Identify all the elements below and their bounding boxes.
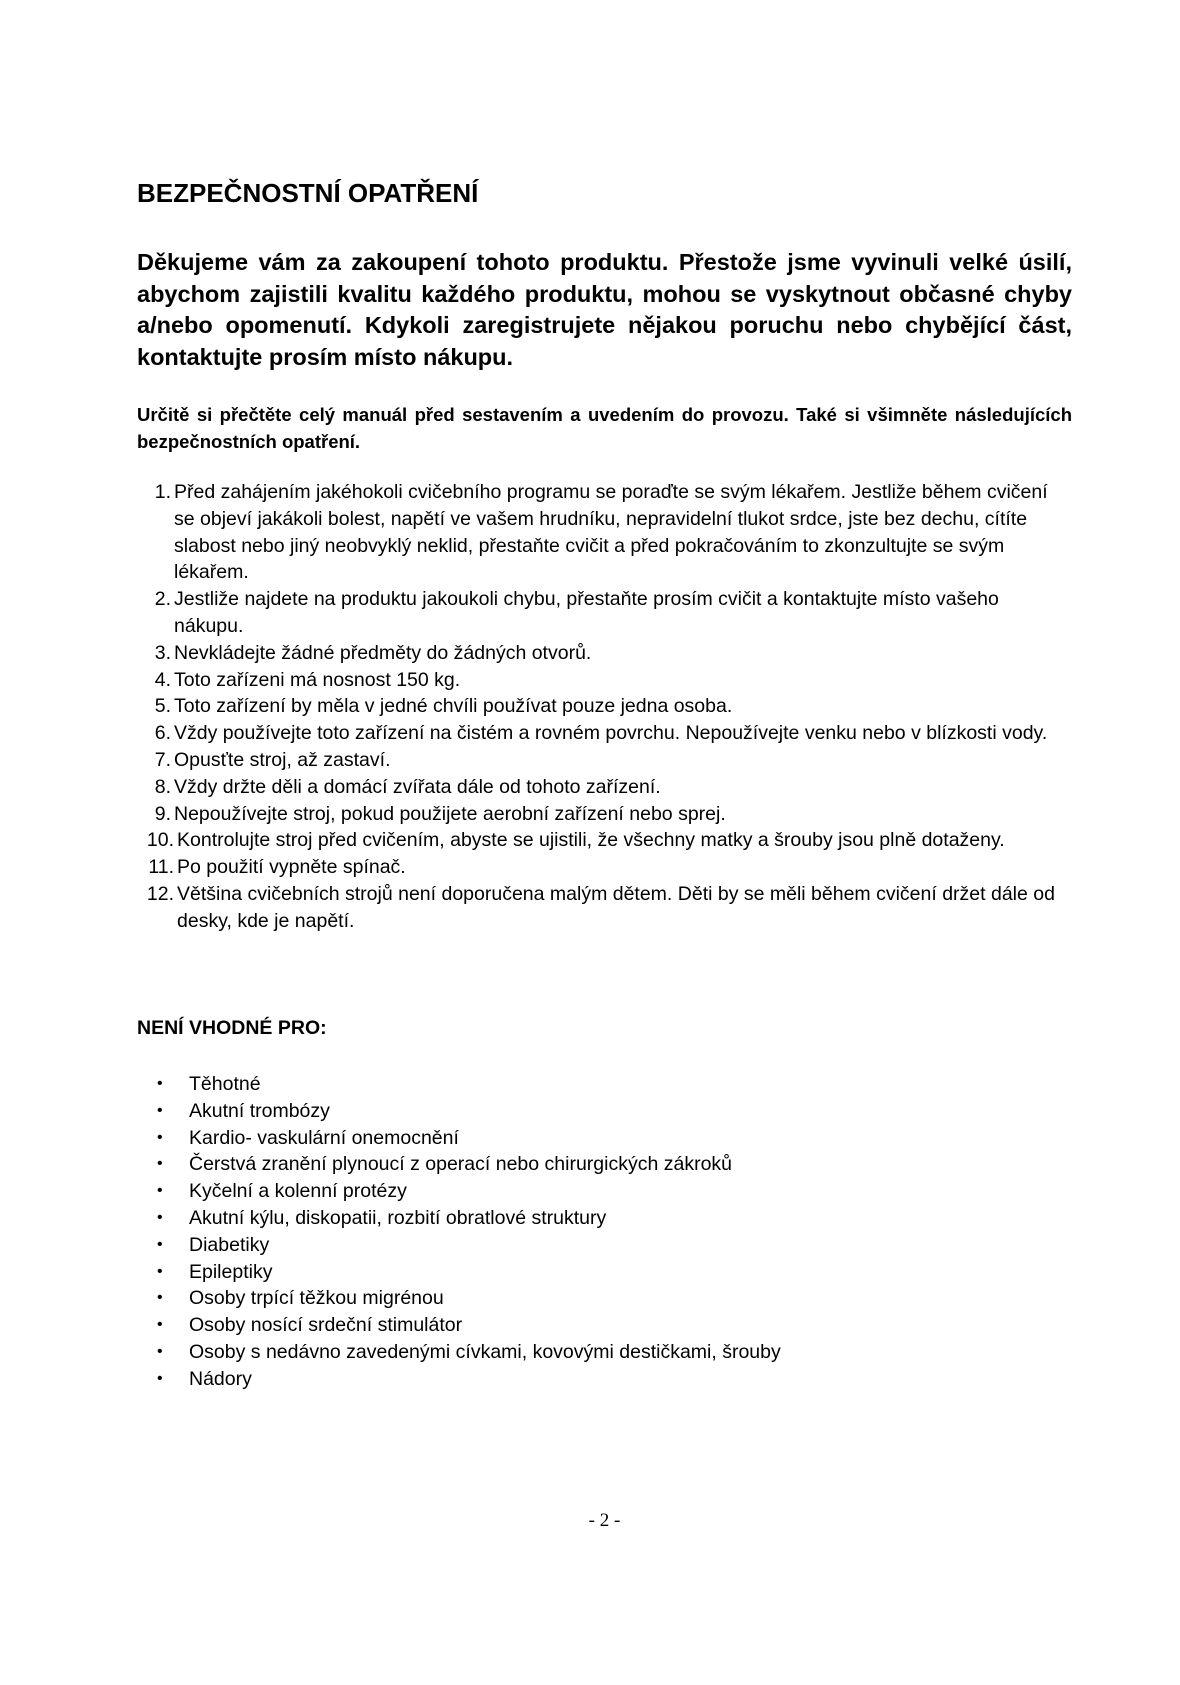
- list-item: [137, 1312, 1072, 1339]
- item-number: 5.: [154, 695, 171, 718]
- item-number: 7.: [154, 748, 171, 771]
- page-title: BEZPEČNOSTNÍ OPATŘENÍ: [137, 178, 479, 208]
- item-text: Po použití vypněte spínač.: [177, 856, 406, 879]
- item-text: Epileptiky: [189, 1260, 273, 1283]
- notice-paragraph: Určitě si přečtěte celý manuál před sestavením a uvedením do provozu. Také si všimněte následujících bezpečnostních opatření.: [137, 404, 1072, 452]
- item-text: Nádory: [189, 1367, 252, 1390]
- item-number: 8.: [154, 775, 171, 798]
- list-item: [137, 801, 1072, 828]
- list-item: [137, 1366, 1072, 1393]
- item-text: Jestliže najdete na produktu jakoukoli chybu, přestaňte prosím cvičit a kontaktujte místo vašeho nákupu.: [174, 588, 999, 637]
- list-item: [137, 1151, 1072, 1178]
- list-item: [137, 640, 1072, 667]
- item-text: Osoby s nedávno zavedenými cívkami, kovovými destičkami, šrouby: [189, 1340, 781, 1363]
- item-text: Kontrolujte stroj před cvičením, abyste se ujistili, že všechny matky a šrouby jsou plně dotaženy.: [177, 829, 1005, 852]
- list-item: [137, 1232, 1072, 1259]
- list-item: [137, 881, 1072, 935]
- list-item: [137, 747, 1072, 774]
- list-item: [137, 774, 1072, 801]
- safety-steps-list: [137, 479, 1072, 935]
- bullet-icon: •: [157, 1369, 163, 1387]
- item-text: Vždy používejte toto zařízení na čistém a rovném povrchu. Nepoužívejte venku nebo v blízkosti vody.: [174, 722, 1048, 745]
- not-suitable-heading: NENÍ VHODNÉ PRO:: [137, 1017, 327, 1039]
- item-text: Vždy držte děli a domácí zvířata dále od tohoto zařízení.: [174, 775, 661, 798]
- item-text: Osoby trpící těžkou migrénou: [189, 1287, 444, 1310]
- page-number: - 2 -: [588, 1510, 621, 1531]
- item-text: Akutní trombózy: [189, 1099, 330, 1122]
- list-item: [137, 1071, 1072, 1098]
- intro-paragraph: Děkujeme vám za zakoupení tohoto produktu. Přestože jsme vyvinuli velké úsilí, abychom zajistili kvalitu každého produktu, mohou se vyskytnout občasné chyby a/nebo opomenutí. Kdykoli zaregistrujete nějakou poruchu nebo chybějící část, kontaktujte prosím místo nákupu.: [137, 249, 1072, 370]
- item-number: 2.: [154, 588, 171, 611]
- bullet-icon: •: [157, 1208, 163, 1226]
- item-number: 10.: [146, 829, 174, 852]
- list-item: [137, 1205, 1072, 1232]
- bullet-icon: •: [157, 1075, 163, 1092]
- list-item: [137, 1285, 1072, 1312]
- item-text: Většina cvičebních strojů není doporučena malým dětem. Děti by se měli během cvičení držet dále od desky, kde je napětí.: [177, 882, 1055, 932]
- bullet-icon: •: [157, 1155, 163, 1173]
- list-item: [137, 1259, 1072, 1286]
- bullet-icon: •: [157, 1235, 163, 1253]
- item-number: 1.: [154, 481, 171, 503]
- item-text: Nepoužívejte stroj, pokud použijete aerobní zařízení nebo sprej.: [174, 802, 726, 825]
- bullet-icon: •: [157, 1262, 163, 1280]
- bullet-icon: •: [157, 1316, 163, 1334]
- item-text: Toto zařízeni má nosnost 150 kg.: [174, 668, 461, 691]
- bullet-icon: •: [157, 1289, 163, 1307]
- list-item: [137, 693, 1072, 720]
- list-item: [137, 854, 1072, 881]
- item-text: Nevkládejte žádné předměty do žádných otvorů.: [174, 641, 592, 664]
- item-text: Čerstvá zranění plynoucí z operací nebo chirurgických zákroků: [189, 1153, 733, 1176]
- list-item: [137, 667, 1072, 694]
- document-page: [137, 0, 1072, 1685]
- item-text: Kardio- vaskulární onemocnění: [189, 1126, 459, 1149]
- item-text: Diabetiky: [189, 1233, 270, 1256]
- item-number: 12.: [146, 882, 174, 905]
- list-item: [137, 827, 1072, 854]
- bullet-icon: •: [157, 1101, 163, 1119]
- list-item: [137, 586, 1072, 640]
- bullet-icon: •: [157, 1182, 163, 1200]
- item-number: 4.: [154, 668, 171, 691]
- item-text: Opusťte stroj, až zastaví.: [174, 748, 391, 771]
- list-item: [137, 1125, 1072, 1152]
- list-item: [137, 720, 1072, 747]
- item-text: Akutní kýlu, diskopatii, rozbití obratlové struktury: [189, 1206, 607, 1229]
- not-suitable-list: [137, 1071, 1072, 1393]
- bullet-icon: •: [157, 1128, 163, 1146]
- item-number: 11.: [148, 856, 174, 879]
- item-number: 3.: [154, 641, 171, 664]
- item-text: Toto zařízení by měla v jedné chvíli používat pouze jedna osoba.: [174, 695, 733, 718]
- item-number: 9.: [154, 802, 171, 825]
- item-text: Kyčelní a kolenní protézy: [189, 1180, 407, 1203]
- item-text: Osoby nosící srdeční stimulátor: [189, 1314, 463, 1337]
- list-item: [137, 1178, 1072, 1205]
- item-number: 6.: [154, 722, 171, 745]
- item-text: Těhotné: [189, 1073, 261, 1095]
- item-text: Před zahájením jakéhokoli cvičebního programu se poraďte se svým lékařem. Jestliže během cvičení se objeví jakákoli bolest, napětí ve vašem hrudníku, nepravidelní tlukot srdce, jste bez dechu, cítíte slabost nebo jiný neobvyklý neklid, přestaňte cvičit a před pokračováním to zkonzultujte se svým lékařem.: [174, 481, 1048, 584]
- list-item: [137, 479, 1072, 586]
- list-item: [137, 1339, 1072, 1366]
- list-item: [137, 1098, 1072, 1125]
- bullet-icon: •: [157, 1342, 163, 1360]
